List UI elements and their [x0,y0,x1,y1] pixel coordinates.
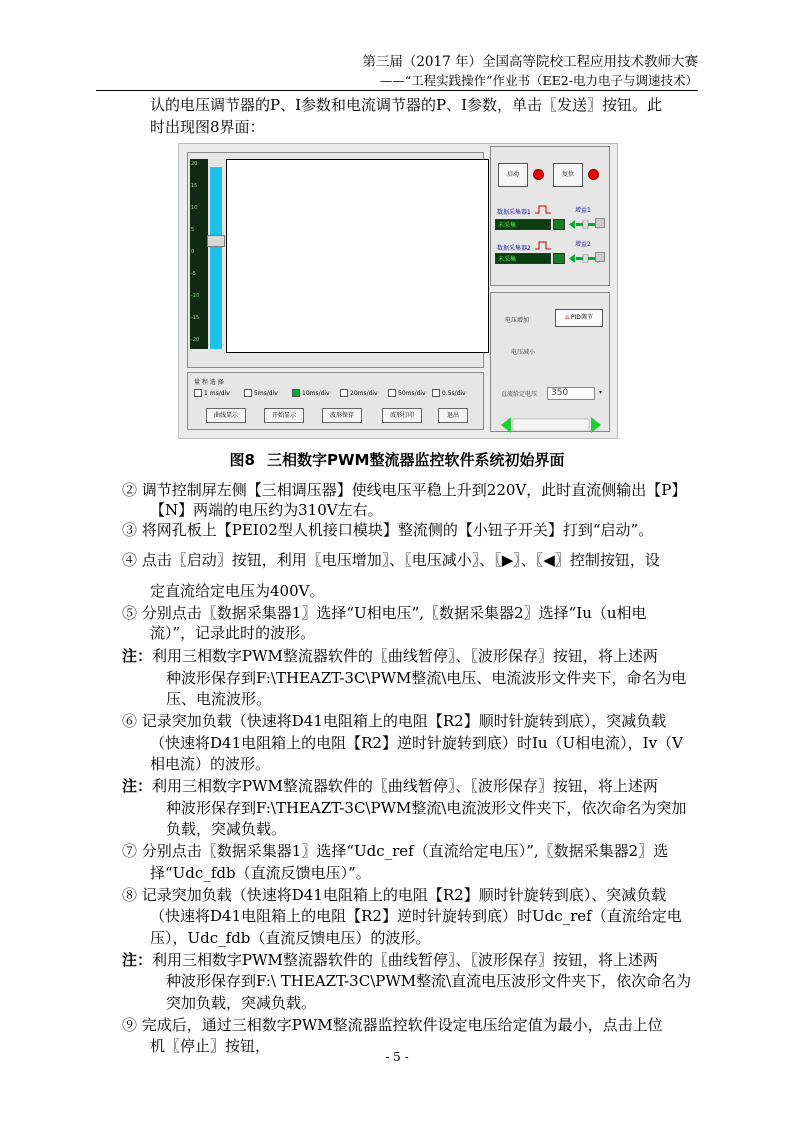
acq1-label: 数据采集器1 [497,209,531,216]
header-rule [96,90,698,91]
range-select-panel [187,372,484,430]
text-line: 压），Udc_fdb（直流反馈电压）的波形。 [150,929,431,947]
text-line: 流）”，记录此时的波形。 [150,624,316,642]
voltage-panel [490,292,610,432]
setpoint-adjust-bar[interactable] [501,417,601,433]
save-wave-button[interactable]: 波形保存 [322,408,362,423]
text-line: ⑥ 记录突加负载（快速将D41电阻箱上的电阻【R2】顺时针旋转到底），突减负载 [122,712,667,730]
start-display-button[interactable]: 开始显示 [264,408,304,423]
dc-setpoint-input[interactable]: 350 [547,387,595,400]
chevron-down-icon[interactable] [553,219,565,230]
figure-number: 图8 [229,451,255,469]
note-label: 注： [122,951,153,969]
note-line: 注：利用三相数字PWM整流器软件的〖曲线暂停〗、〖波形保存〗按钮，将上述两 [122,951,658,969]
checkbox[interactable] [292,389,300,397]
voltage-down-button[interactable]: 电压减小 [511,349,536,356]
print-wave-button[interactable]: 波形打印 [382,408,422,423]
curve-display-button[interactable]: 曲线显示 [206,408,246,423]
rate-option[interactable]: 0.5s/div [432,389,466,397]
text-line: 种波形保存到F:\THEAZT-3C\PWM整流\电压、电流波形文件夹下，命名为电 [166,669,687,687]
text-line: 负载，突减负载。 [166,820,287,838]
text-line: 种波形保存到F:\ THEAZT-3C\PWM整流\直流电压波形文件夹下，依次命名为 [166,972,692,990]
text-line: ③ 将网孔板上【PEI02型人机接口模块】整流侧的【小钮子开关】打到“启动”。 [122,521,654,539]
pid-button[interactable]: ⌂ PID调节 [555,309,603,327]
scale-label: -10 [191,293,200,299]
header-title: 第三届（2017 年）全国高等院校工程应用技术教师大赛 [362,54,698,70]
note-line: 注：利用三相数字PWM整流器软件的〖曲线暂停〗、〖波形保存〗按钮，将上述两 [122,777,658,795]
text-line: （快速将D41电阻箱上的电阻【R2】逆时针旋转到底）时Iu（U相电流），Iv（V [150,734,683,752]
checkbox[interactable] [432,389,440,397]
gain2-label: 增益2 [575,241,591,248]
header-subtitle: ——“工程实践操作”作业书（EE2-电力电子与调速技术） [379,73,698,88]
scale-label: 5 [191,227,195,233]
pulse-icon [535,205,551,214]
page-number: - 5 - [385,1050,409,1064]
intro-line-2: 时出现图8界面： [150,118,265,136]
note-label: 注： [122,647,153,665]
rate-option[interactable]: 5ms/div [244,389,278,397]
text-line: ④ 点击〖启动〗按钮，利用〖电压增加〗、〖电压减小〗、〖▶〗、〖◀〗控制按钮，设 [122,551,660,569]
start-led-icon [533,169,544,180]
acq2-label: 数据采集器2 [497,245,531,252]
software-screenshot [178,143,618,439]
text-line: 相电流）的波形。 [150,755,271,773]
gain1-pointer [595,218,605,228]
scale-label: 10 [191,205,198,211]
gain1-label: 增益1 [575,207,591,214]
reset-button[interactable]: 复位 [553,163,583,187]
figure-caption [0,449,794,470]
figure-title: 三相数字PWM整流器监控软件系统初始界面 [266,451,565,469]
checkbox[interactable] [388,389,396,397]
text-line: 突加负载，突减负载。 [166,994,317,1012]
text-line: 种波形保存到F:\THEAZT-3C\PWM整流\电流波形文件夹下，依次命名为突加 [166,799,687,817]
reset-led-icon [588,169,599,180]
text-line: 压、电流波形。 [166,690,272,708]
text-line: 【N】两端的电压约为310V左右。 [150,501,383,519]
text-line: ⑦ 分别点击〖数据采集器1〗选择“Udc_ref（直流给定电压）”,〖数据采集器2〗选 [122,842,669,860]
acq1-select[interactable]: 未采集 [495,219,551,230]
text-line: 择“Udc_fdb（直流反馈电压）”。 [150,864,371,882]
scale-label: -5 [191,271,196,277]
text-line: ② 调节控制屏左侧【三相调压器】使线电压平稳上升到220V，此时直流侧输出【P】 [122,481,687,499]
gain2-pointer [595,252,605,262]
rate-option[interactable]: 50ms/div [388,389,426,397]
text-line: 机〖停止〗按钮， [150,1037,271,1055]
text-line: 定直流给定电压为400V。 [150,582,325,600]
acq2-select[interactable]: 未采集 [495,253,551,264]
text-line: ⑨ 完成后，通过三相数字PWM整流器监控软件设定电压给定值为最小，点击上位 [122,1016,663,1034]
pulse-icon [535,241,551,250]
rate-option[interactable]: 1 ms/div [194,389,230,397]
text-line: ⑤ 分别点击〖数据采集器1〗选择“U相电压”,〖数据采集器2〗选择“Iu（u相电 [122,604,647,622]
chevron-down-icon[interactable] [553,253,565,264]
text-line: ⑧ 记录突加负载（快速将D41电阻箱上的电阻【R2】顺时针旋转到底）、突减负载 [122,886,667,904]
scale-label: -20 [191,337,200,343]
checkbox[interactable] [340,389,348,397]
text-line: （快速将D41电阻箱上的电阻【R2】逆时针旋转到底）时Udc_ref（直流给定电 [150,907,682,925]
offset-slider-knob[interactable] [207,235,225,247]
scale-label: -15 [191,315,200,321]
voltage-up-button[interactable]: 电压增加 [505,317,530,324]
chevron-down-icon[interactable]: ▾ [599,389,603,396]
offset-slider[interactable] [210,167,222,349]
y-scale [190,159,208,349]
dc-setpoint-label: 直流给定电压 [501,391,538,398]
start-button[interactable]: 启动 [498,163,528,187]
range-select-title: 量 程 选 择 [194,379,224,386]
scale-label: 0 [191,249,195,255]
note-label: 注： [122,777,153,795]
rate-option[interactable]: 20ms/div [340,389,378,397]
control-panel [490,146,610,286]
note-line: 注：利用三相数字PWM整流器软件的〖曲线暂停〗、〖波形保存〗按钮，将上述两 [122,647,658,665]
rate-option[interactable]: 10ms/div [292,389,330,397]
waveform-panel [187,152,484,368]
checkbox[interactable] [194,389,202,397]
exit-button[interactable]: 退出 [438,408,468,423]
waveform-plot [226,159,489,353]
scale-label: 15 [191,183,198,189]
home-icon: ⌂ [565,314,569,321]
intro-line-1: 认的电压调节器的P、I参数和电流调节器的P、I参数，单击〖发送〗按钮。此 [150,96,663,114]
scale-label: 20 [191,161,198,167]
checkbox[interactable] [244,389,252,397]
